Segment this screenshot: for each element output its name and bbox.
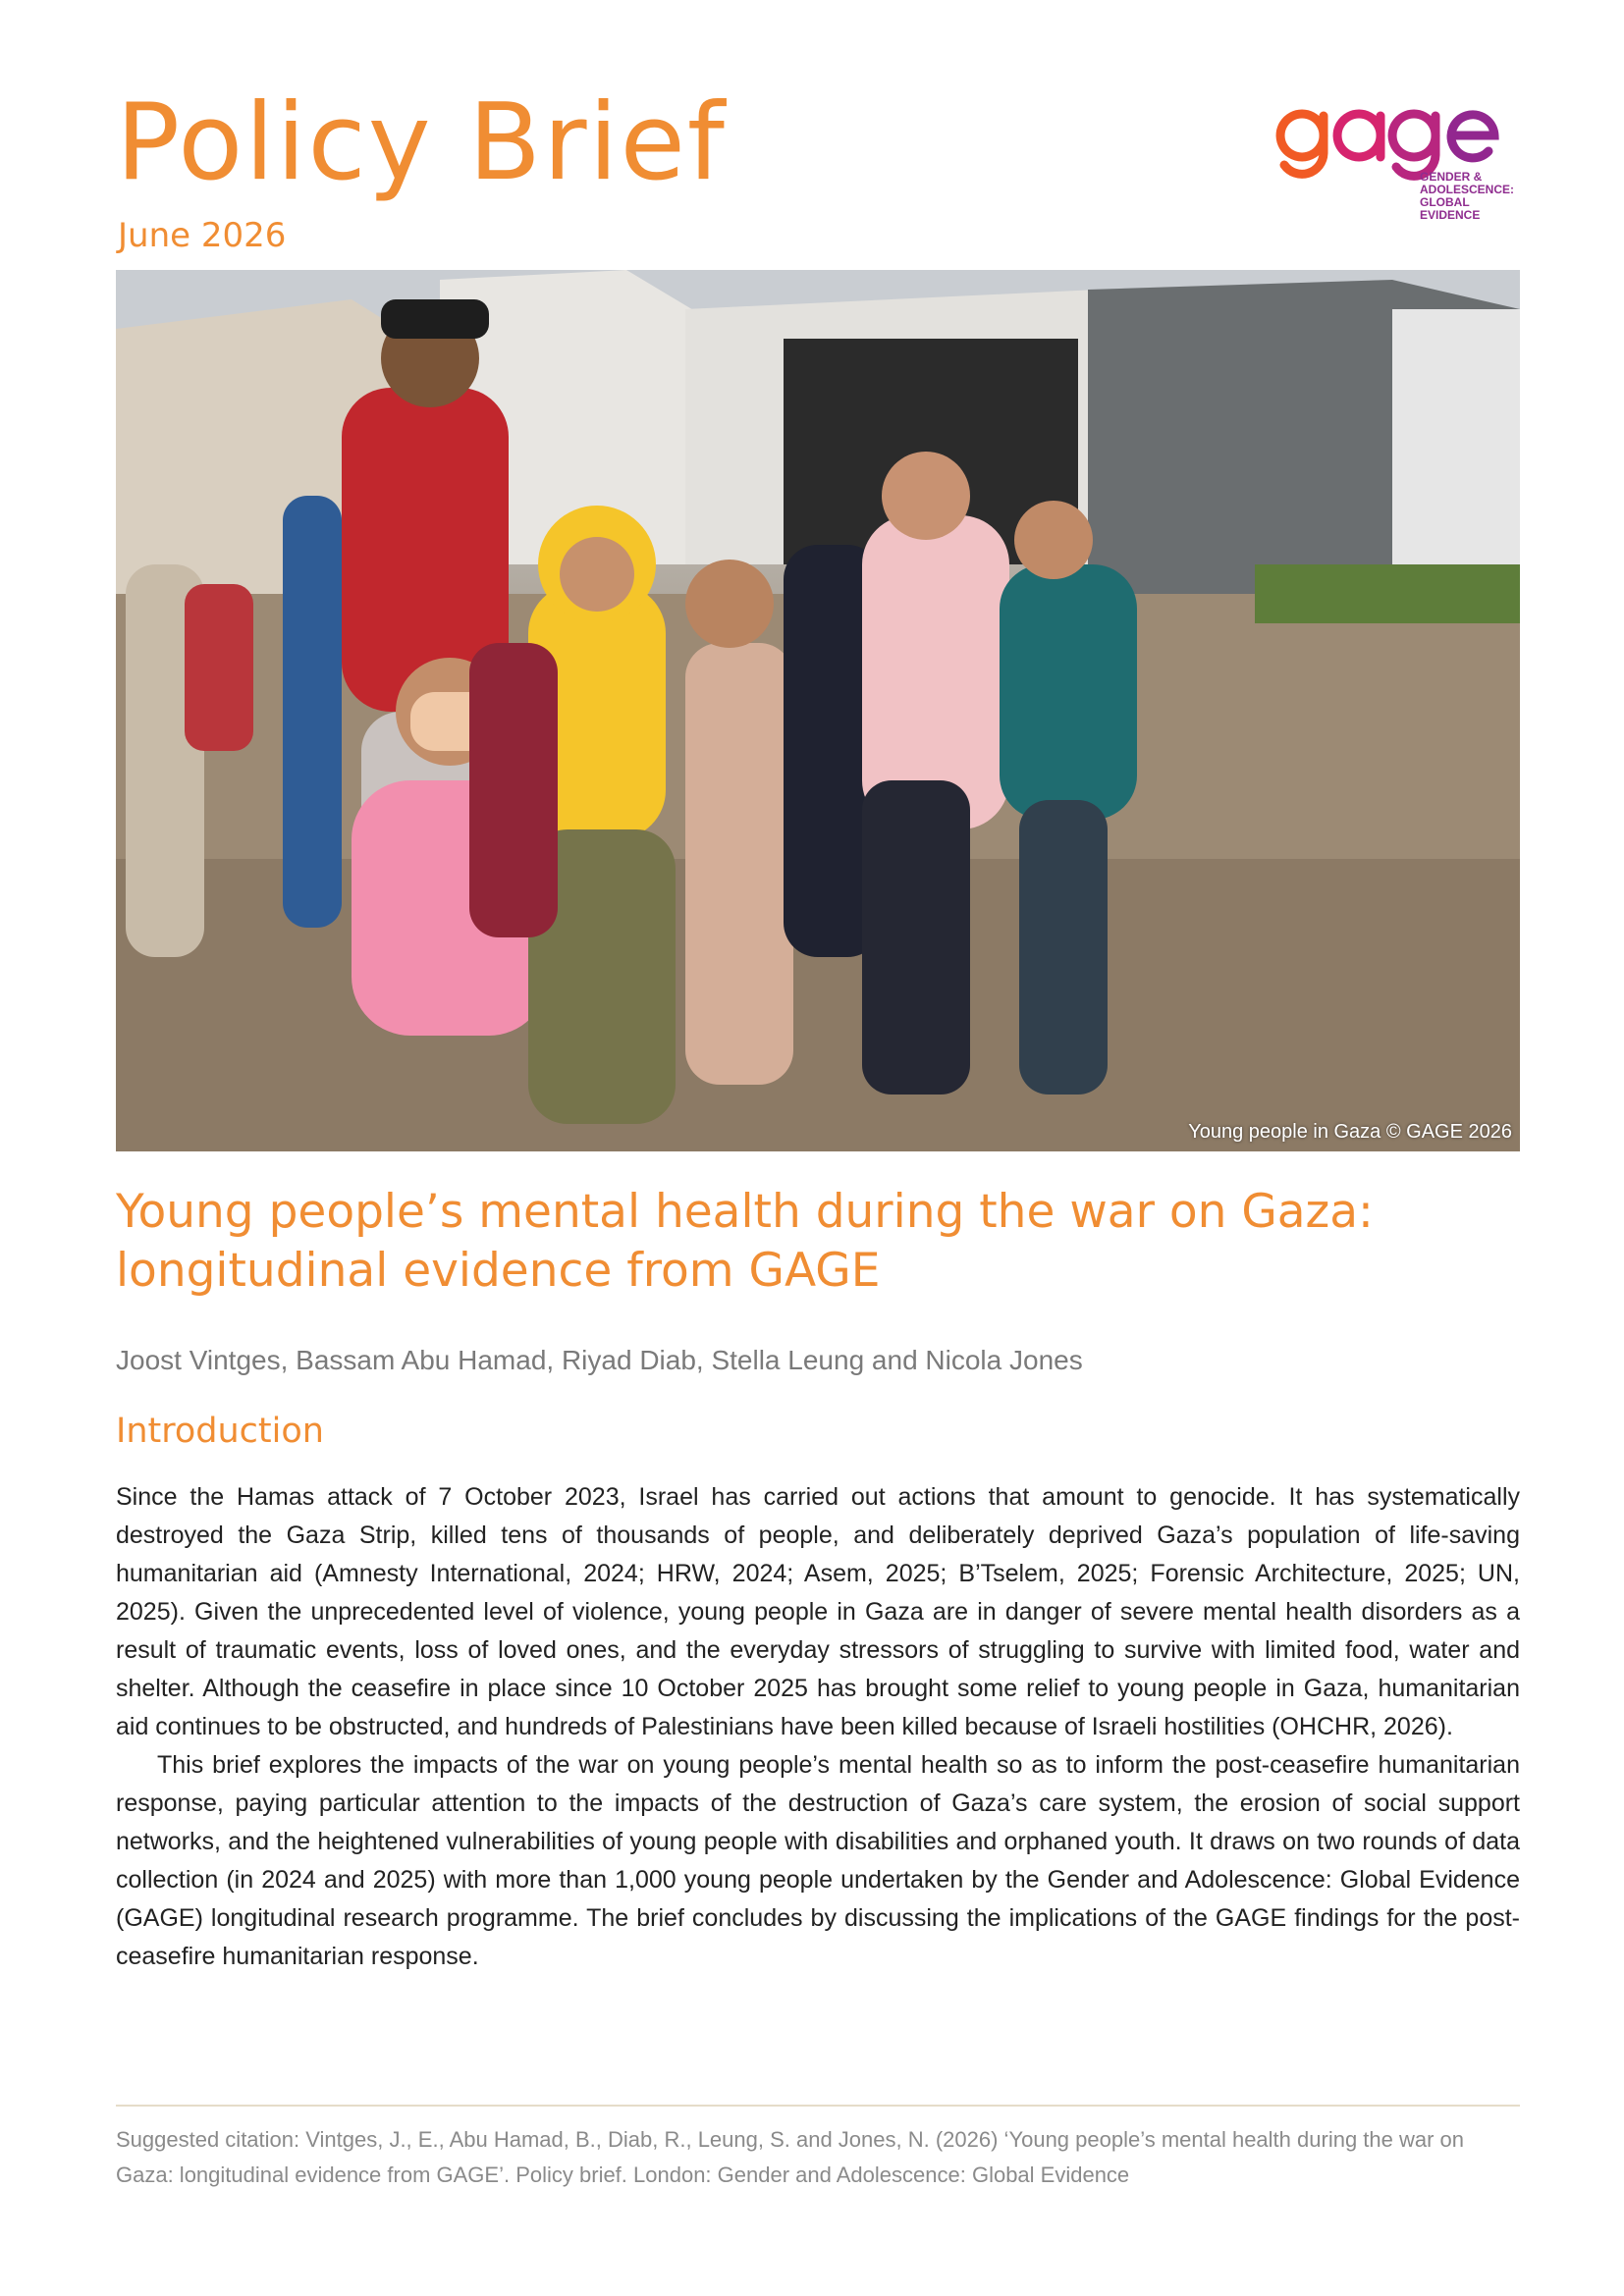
brief-title-line: longitudinal evidence from GAGE bbox=[116, 1244, 881, 1298]
publication-date: June 2026 bbox=[118, 216, 287, 255]
cover-photo-illustration bbox=[116, 270, 1520, 1151]
document-type-label: Policy Brief bbox=[116, 81, 727, 204]
introduction-body bbox=[116, 1478, 1520, 1976]
introduction-paragraph: Since the Hamas attack of 7 October 2023, Israel has carried out actions that amount to genocide. It has systematically destroyed the Gaza Strip, killed tens of thousands of people, and deliberately deprived Gaza’s population of life-saving humanitarian aid (Amnesty International, 2024; HRW, 2024; Asem, 2025; B’Tselem, 2025; Forensic Architecture, 2025; UN, 2025). Given the unprecedented level of violence, young people in Gaza are in danger of severe mental health disorders as a result of traumatic events, loss of loved ones, and the everyday stressors of struggling to survive with limited food, water and shelter. Although the ceasefire in place since 10 October 2025 has brought some relief to young people in Gaza, humanitarian aid continues to be obstructed, and hundreds of Palestinians have been killed because of Israeli hostilities (OHCHR, 2026). bbox=[116, 1483, 1520, 1740]
section-heading-introduction: Introduction bbox=[116, 1412, 324, 1451]
photo-caption: Young people in Gaza © GAGE 2026 bbox=[1188, 1121, 1512, 1143]
logo-tagline-line: ADOLESCENCE: bbox=[1420, 183, 1515, 196]
gage-logo bbox=[1263, 94, 1528, 222]
page-header bbox=[116, 81, 1520, 257]
gage-logo-tagline bbox=[1420, 171, 1538, 222]
logo-tagline-line: GENDER & bbox=[1420, 170, 1483, 184]
author-list: Joost Vintges, Bassam Abu Hamad, Riyad Diab, Stella Leung and Nicola Jones bbox=[116, 1345, 1083, 1375]
suggested-citation: Suggested citation: Vintges, J., E., Abu Hamad, B., Diab, R., Leung, S. and Jones, N. (2026) ‘Young people’s mental health during the war on Gaza: longitudinal evidence from GAGE’. Policy brief. London: Gender and Adolescence: Global Evidence bbox=[116, 2127, 1465, 2187]
introduction-paragraph: This brief explores the impacts of the war on young people’s mental health so as to inform the post-ceasefire humanitarian response, paying particular attention to the impacts of the destruction of Gaza’s care system, the erosion of social support networks, and the heightened vulnerabilities of young people with disabilities and orphaned youth. It draws on two rounds of data collection (in 2024 and 2025) with more than 1,000 young people undertaken by the Gender and Adolescence: Global Evidence (GAGE) longitudinal research programme. The brief concludes by discussing the implications of the GAGE findings for the post-ceasefire humanitarian response. bbox=[116, 1751, 1520, 1970]
logo-tagline-line: GLOBAL bbox=[1420, 195, 1470, 209]
brief-title-line: Young people’s mental health during the war on Gaza: bbox=[116, 1185, 1374, 1239]
brief-title bbox=[116, 1183, 1520, 1301]
cover-photo bbox=[116, 270, 1520, 1151]
footer-divider bbox=[116, 2105, 1520, 2107]
logo-tagline-line: EVIDENCE bbox=[1420, 208, 1481, 222]
